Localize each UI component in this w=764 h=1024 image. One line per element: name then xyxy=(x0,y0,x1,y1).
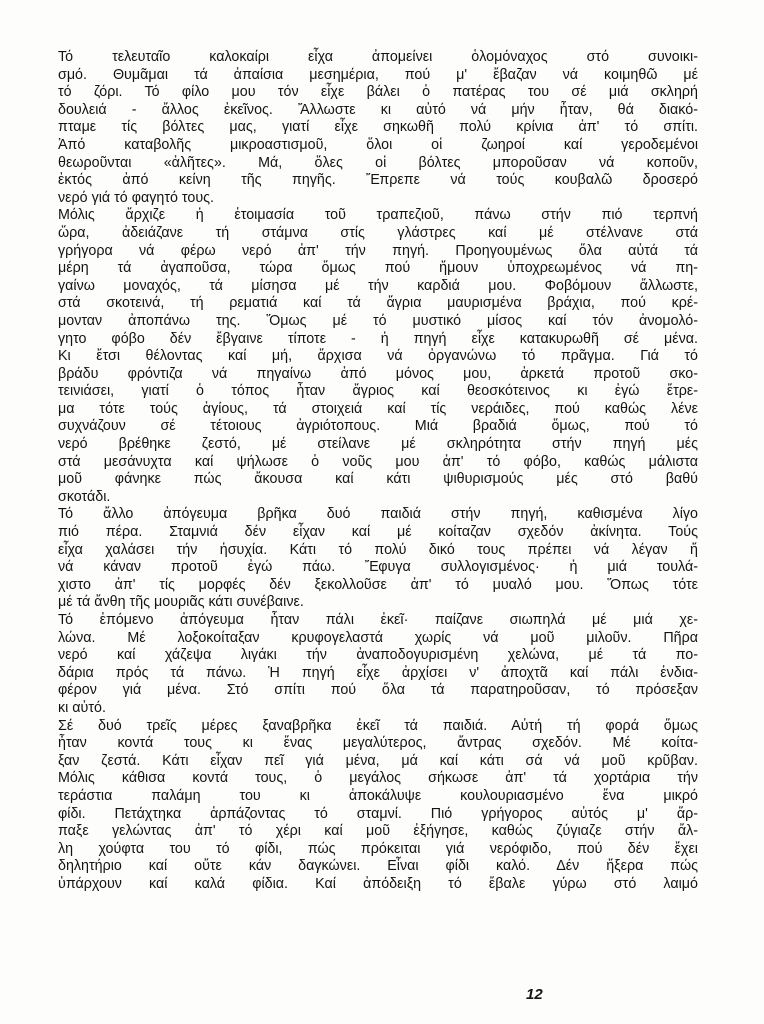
text-line: τεινιάσει, γιατί ὁ τόπος ἦταν ἄγριος καί θεοσκότεινος κι ἐγώ ἔτρε- xyxy=(58,383,698,400)
body-text xyxy=(58,49,698,894)
text-line: ὑπάρχουν καί καλά φίδια. Καί ἀπόδειξη τό ἔβαλε γύρω στό λαιμό xyxy=(58,875,698,892)
text-line: δηλητήριο καί οὔτε κάν δαγκώνει. Εἶναι φίδι καλό. Δέν ἤξερα πώς xyxy=(58,858,698,875)
text-line: λώνα. Μέ λοξοκοίταξαν κρυφογελαστά χωρίς νά μοῦ μιλοῦν. Πῆρα xyxy=(58,629,698,646)
text-line: Μόλις ἄρχιζε ἡ ἑτοιμασία τοῦ τραπεζιοῦ, πάνω στήν πιό τερπνή xyxy=(58,207,698,224)
text-line: νερό γιά τό φαγητό τους. xyxy=(58,189,214,206)
text-line: ξαν ζεστά. Κάτι εἶχαν πεῖ γιά μένα, μά καί κάτι σά νά μοῦ κρῦβαν. xyxy=(58,752,698,769)
text-line: τό ζόρι. Τό φίλο μου τόν εἶχε βάλει ὁ πατέρας του σέ μιά σκληρή xyxy=(58,84,698,101)
text-line: πιό πέρα. Σταμνιά δέν εἶχαν καί μέ κοίταζαν σχεδόν ἀκίνητα. Τούς xyxy=(58,524,698,541)
text-line: νά κάναν προτοῦ ἐγώ πάω. Ἔφυγα συλλογισμένος· ἡ μιά τουλά- xyxy=(58,559,698,576)
text-line: μέρη τά ἀγαποῦσα, τώρα ὅμως πού ἤμουν ὑποχρεωμένος νά πη- xyxy=(58,260,698,277)
text-line: ὥρα, ἀδειάζανε τή στάμνα στίς γλάστρες καί μέ στέλνανε στά xyxy=(58,224,698,241)
text-line: γητο φόβο δέν ἔβγαινε τίποτε - ἡ πηγή εἶχε κατακυρωθῆ σέ μένα. xyxy=(58,330,698,347)
text-line: πταμε τίς βόλτες μας, γιατί εἶχε σηκωθῆ πολύ κρίνια ἀπ' τό σπίτι. xyxy=(58,119,698,136)
text-line: φέρον γιά μένα. Στό σπίτι πού ὅλα τά παρατηροῦσαν, τό πρόσεξαν xyxy=(58,682,698,699)
text-line: δουλειά - ἄλλος ἐκεῖνος. Ἄλλωστε κι αὐτό νά μήν ἦταν, θά διακό- xyxy=(58,101,698,118)
text-line: θεωροῦνται «ἀλῆτες». Μά, ὅλες οἱ βόλτες μποροῦσαν νά κοποῦν, xyxy=(58,154,698,171)
text-line: χιστο ἀπ' τίς μορφές δέν ξεκολλοῦσε ἀπ' τό μυαλό μου. Ὅπως τότε xyxy=(58,576,698,593)
text-line: εἶχα χαλάσει τήν ἡσυχία. Κάτι τό πολύ δικό τους πρέπει νά λέγαν ἤ xyxy=(58,541,698,558)
text-line: σμό. Θυμᾶμαι τά ἀπαίσια μεσημέρια, πού μ' ἔβαζαν νά κοιμηθῶ μέ xyxy=(58,66,698,83)
text-line: μοῦ φάνηκε πώς ἄκουσα καί κάτι ψιθυρισμούς μές στό βαθύ xyxy=(58,471,698,488)
text-line: ἐκτός ἀπό κείνη τῆς πηγῆς. Ἔπρεπε νά τούς κουβαλῶ δροσερό xyxy=(58,172,698,189)
text-line: Σέ δυό τρεῖς μέρες ξαναβρῆκα ἐκεῖ τά παιδιά. Αὐτή τή φορά ὅμως xyxy=(58,717,698,734)
text-line: παξε γελώντας ἀπ' τό χέρι καί μοῦ ἐξήγησε, καθώς ζύγιαζε στήν ἄλ- xyxy=(58,823,698,840)
text-line: δάρια πρός τά πάνω. Ἡ πηγή εἶχε ἀρχίσει ν' ἀποχτᾶ καί πάλι ἐνδια- xyxy=(58,664,698,681)
text-line: Ἀπό καταβολῆς μικροαστισμοῦ, ὅλοι οἱ ζωηροί καί γεροδεμένοι xyxy=(58,136,698,153)
text-line: Τό ἄλλο ἀπόγευμα βρῆκα δυό παιδιά στήν πηγή, καθισμένα λίγο xyxy=(58,506,698,523)
text-line: νερό βρέθηκε ζεστό, μέ στείλανε μέ σκληρότητα στήν πηγή μές xyxy=(58,436,698,453)
text-line: μα τότε τούς ἁγίους, τά στοιχειά καί τίς νεράιδες, πού καθώς λένε xyxy=(58,400,698,417)
text-line: γαίνω μοναχός, τά μίσησα μέ τήν καρδιά μου. Φοβόμουν ἄλλωστε, xyxy=(58,277,698,294)
text-line: βράδυ φρόντιζα νά πηγαίνω ἀπό μόνος μου, ἀρκετά προτοῦ σκο- xyxy=(58,365,698,382)
text-line: στά μεσάνυχτα καί ψήλωσε ὁ νοῦς μου ἀπ' τό φόβο, καθώς μάλιστα xyxy=(58,453,698,470)
text-line: στά σκοτεινά, τή ρεματιά καί τά ἄγρια μαυρισμένα βράχια, πού κρέ- xyxy=(58,295,698,312)
text-line: μονταν ἀποπάνω της. Ὅμως μέ τό μυστικό μίσος καί τόν ἀνομολό- xyxy=(58,312,698,329)
text-line: ἦταν κοντά τους κι ἕνας μεγαλύτερος, ἄντρας σχεδόν. Μέ κοίτα- xyxy=(58,735,698,752)
text-line: τεράστια παλάμη του κι ἀποκάλυψε κουλουριασμένο ἕνα μικρό xyxy=(58,787,698,804)
page-number: 12 xyxy=(526,986,543,1003)
text-line: λη χούφτα του τό φίδι, πώς πρόκειται γιά νερόφιδο, πού δέν ἔχει xyxy=(58,840,698,857)
text-line: συχνάζουν σέ τέτοιους ἀγριότοπους. Μιά βραδιά ὅμως, πού τό xyxy=(58,418,698,435)
text-line: νερό καί χάζεψα λιγάκι τήν ἀναποδογυρισμένη χελώνα, μέ τά πο- xyxy=(58,647,698,664)
text-line: Μόλις κάθισα κοντά τους, ὁ μεγάλος σήκωσε ἀπ' τά χορτάρια τήν xyxy=(58,770,698,787)
text-line: κι αὐτό. xyxy=(58,699,106,716)
text-line: Τό τελευταῖο καλοκαίρι εἶχα ἀπομείνει ὁλομόναχος στό συνοικι- xyxy=(58,49,698,65)
text-line: μέ τά ἄνθη τῆς μουριᾶς κάτι συνέβαινε. xyxy=(58,594,304,611)
text-line: Τό ἑπόμενο ἀπόγευμα ἦταν πάλι ἐκεῖ· παίζανε σιωπηλά μέ μιά χε- xyxy=(58,612,698,628)
text-line: γρήγορα νά φέρω νερό ἀπ' τήν πηγή. Προηγουμένως ὅλα αὐτά τά xyxy=(58,242,698,259)
text-line: σκοτάδι. xyxy=(58,488,111,505)
text-line: Κι ἔτσι θέλοντας καί μή, ἄρχισα νά ὀργανώνω τό πρᾶγμα. Γιά τό xyxy=(58,348,698,365)
text-line: φίδι. Πετάχτηκα ἁρπάζοντας τό σταμνί. Πιό γρήγορος αὐτός μ' ἅρ- xyxy=(58,805,698,822)
